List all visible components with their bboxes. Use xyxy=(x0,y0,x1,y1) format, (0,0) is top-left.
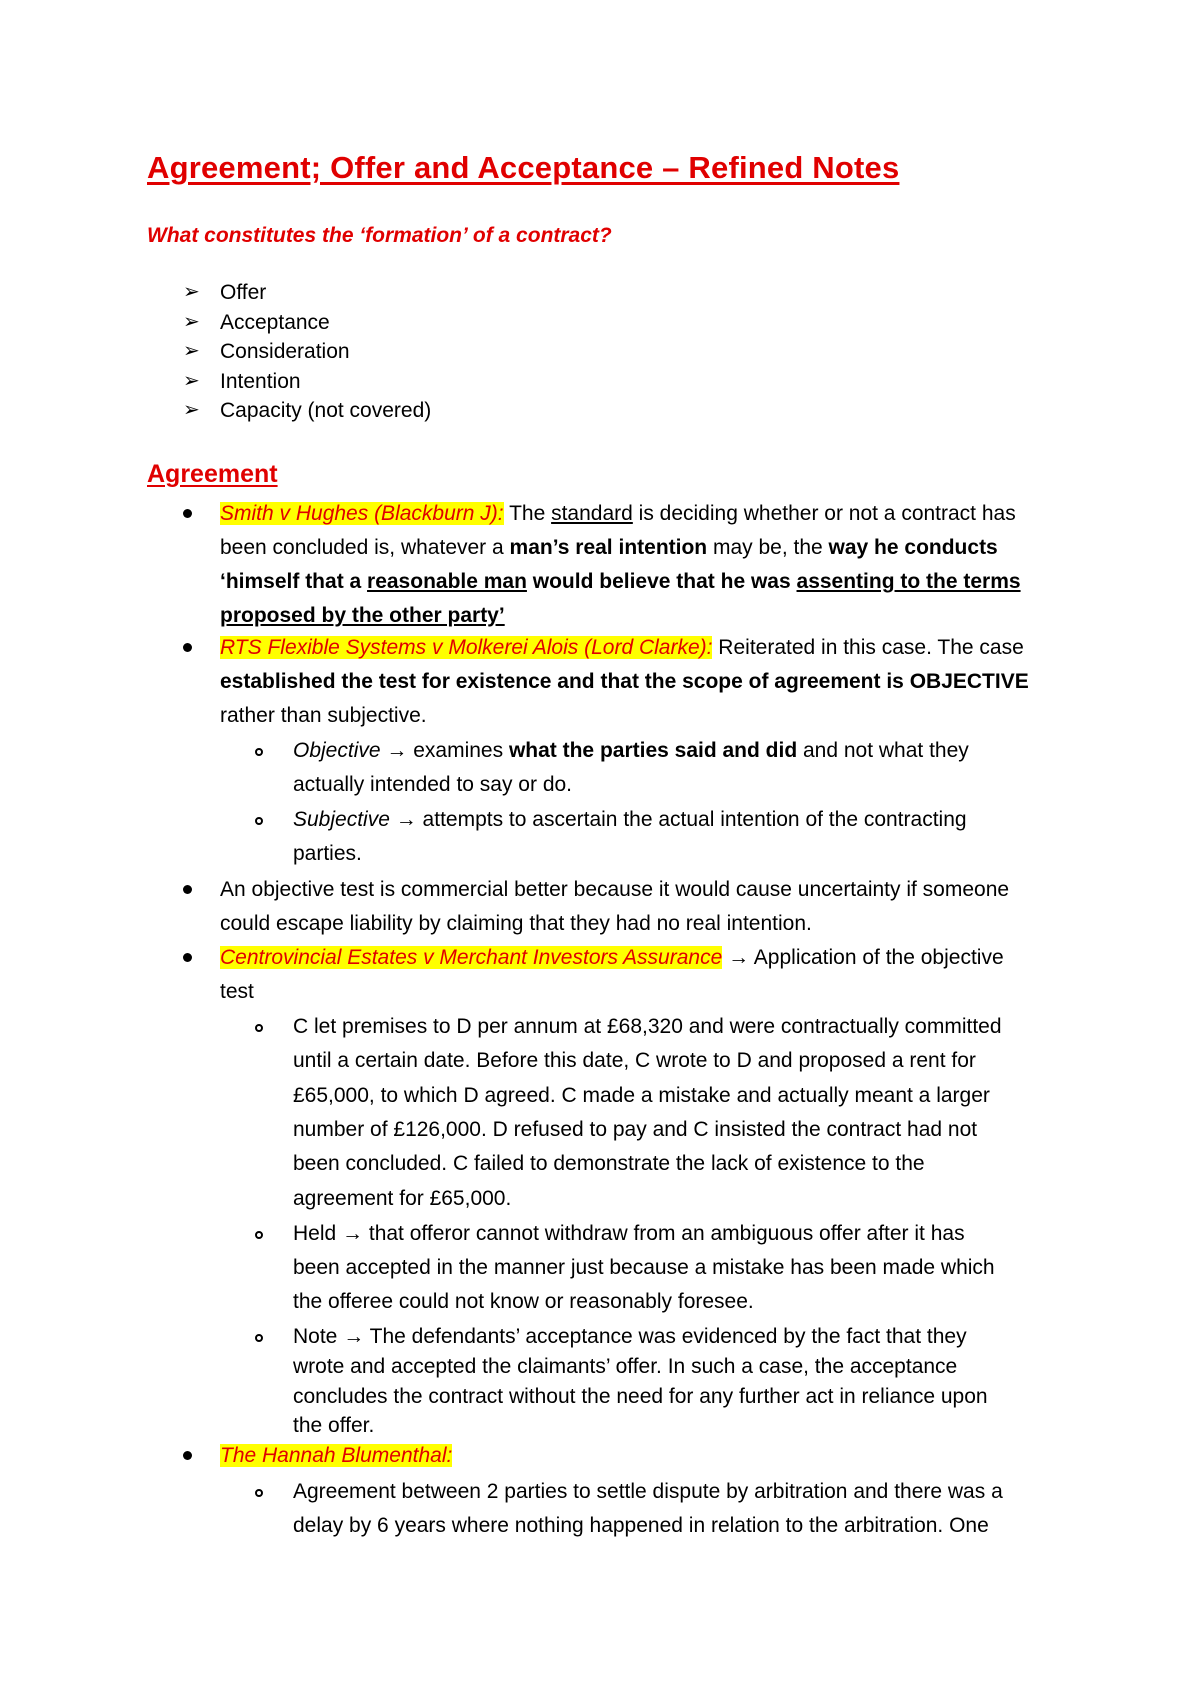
text-line: concludes the contract without the need for any further act in reliance upon xyxy=(293,1385,988,1408)
list-item: RTS Flexible Systems v Molkerei Alois (Lord Clarke): Reiterated in this case. The case xyxy=(220,636,1024,659)
sub-bullet-icon xyxy=(255,1334,263,1342)
list-item: Centrovincial Estates v Merchant Investors Assurance → Application of the objective xyxy=(220,946,1004,969)
text-line: wrote and accepted the claimants’ offer. In such a case, the acceptance xyxy=(293,1355,958,1378)
arrow-bullet-icon: ➢ xyxy=(183,369,200,392)
sub-list-item: C let premises to D per annum at £68,320 and were contractually committed xyxy=(293,1015,1002,1038)
arrow-bullet-icon: ➢ xyxy=(183,340,200,362)
sub-list-item: Objective → examines what the parties said and did and not what they xyxy=(293,739,969,762)
text-line: the offer. xyxy=(293,1414,375,1437)
sub-bullet-icon xyxy=(255,1024,263,1032)
text-line: established the test for existence and that the scope of agreement is OBJECTIVE xyxy=(220,670,1029,693)
case-name: The Hannah Blumenthal: xyxy=(220,1444,453,1467)
text-line: ‘himself that a reasonable man would believe that he was assenting to the terms xyxy=(220,570,1021,593)
list-item: ➢ Offer xyxy=(183,278,431,308)
list-item: ➢ Consideration xyxy=(183,337,431,367)
case-name: Centrovincial Estates v Merchant Investors Assurance xyxy=(220,946,723,969)
bullet-dot-icon xyxy=(183,1451,192,1460)
text-line: delay by 6 years where nothing happened in relation to the arbitration. One xyxy=(293,1514,989,1537)
list-item: ➢ Acceptance xyxy=(183,308,431,338)
bullet-dot-icon xyxy=(183,953,192,962)
list-item: ➢ Intention xyxy=(183,367,431,397)
bullet-dot-icon xyxy=(183,643,192,652)
list-item xyxy=(220,1444,452,1468)
sub-list-item: Agreement between 2 parties to settle dispute by arbitration and there was a xyxy=(293,1480,1003,1503)
text-line: rather than subjective. xyxy=(220,704,427,727)
list-item: An objective test is commercial better because it would cause uncertainty if someone xyxy=(220,878,1010,901)
sub-list-item: Subjective → attempts to ascertain the actual intention of the contracting xyxy=(293,808,967,831)
sub-list-item: Note → The defendants’ acceptance was evidenced by the fact that they xyxy=(293,1325,967,1348)
list-item: Smith v Hughes (Blackburn J): The standard is deciding whether or not a contract has xyxy=(220,502,1016,525)
text-line: could escape liability by claiming that they had no real intention. xyxy=(220,912,812,935)
sub-bullet-icon xyxy=(255,817,263,825)
sub-list-item: Held → that offeror cannot withdraw from an ambiguous offer after it has xyxy=(293,1222,965,1245)
page-title: Agreement; Offer and Acceptance – Refined Notes xyxy=(147,150,900,185)
arrow-bullet-icon: ➢ xyxy=(183,281,200,303)
text-line: £65,000, to which D agreed. C made a mistake and actually meant a larger xyxy=(293,1084,990,1107)
formation-list xyxy=(183,278,431,426)
text-line: been concluded is, whatever a man’s real intention may be, the way he conducts xyxy=(220,536,998,559)
sub-bullet-icon xyxy=(255,1231,263,1239)
text-line: been concluded. C failed to demonstrate the lack of existence to the xyxy=(293,1152,925,1175)
text-line: actually intended to say or do. xyxy=(293,773,573,796)
section-heading-agreement: Agreement xyxy=(147,460,278,488)
arrow-bullet-icon: ➢ xyxy=(183,310,200,333)
text-line: number of £126,000. D refused to pay and C insisted the contract had not xyxy=(293,1118,978,1141)
sub-bullet-icon xyxy=(255,1489,263,1497)
text-line: been accepted in the manner just because a mistake has been made which xyxy=(293,1256,995,1279)
case-name: Smith v Hughes (Blackburn J): xyxy=(220,502,504,525)
bullet-dot-icon xyxy=(183,885,192,894)
text-line: test xyxy=(220,980,254,1003)
text-line: the offeree could not know or reasonably foresee. xyxy=(293,1290,754,1313)
bullet-dot-icon xyxy=(183,509,192,518)
formation-question: What constitutes the ‘formation’ of a contract? xyxy=(147,224,612,247)
arrow-bullet-icon: ➢ xyxy=(183,399,200,421)
text-line: proposed by the other party’ xyxy=(220,604,505,627)
text-line: agreement for £65,000. xyxy=(293,1187,512,1210)
case-name: RTS Flexible Systems v Molkerei Alois (Lord Clarke): xyxy=(220,636,713,659)
sub-bullet-icon xyxy=(255,748,263,756)
list-item: ➢ Capacity (not covered) xyxy=(183,396,431,426)
text-line: until a certain date. Before this date, C wrote to D and proposed a rent for xyxy=(293,1049,976,1072)
text-line: parties. xyxy=(293,842,362,865)
